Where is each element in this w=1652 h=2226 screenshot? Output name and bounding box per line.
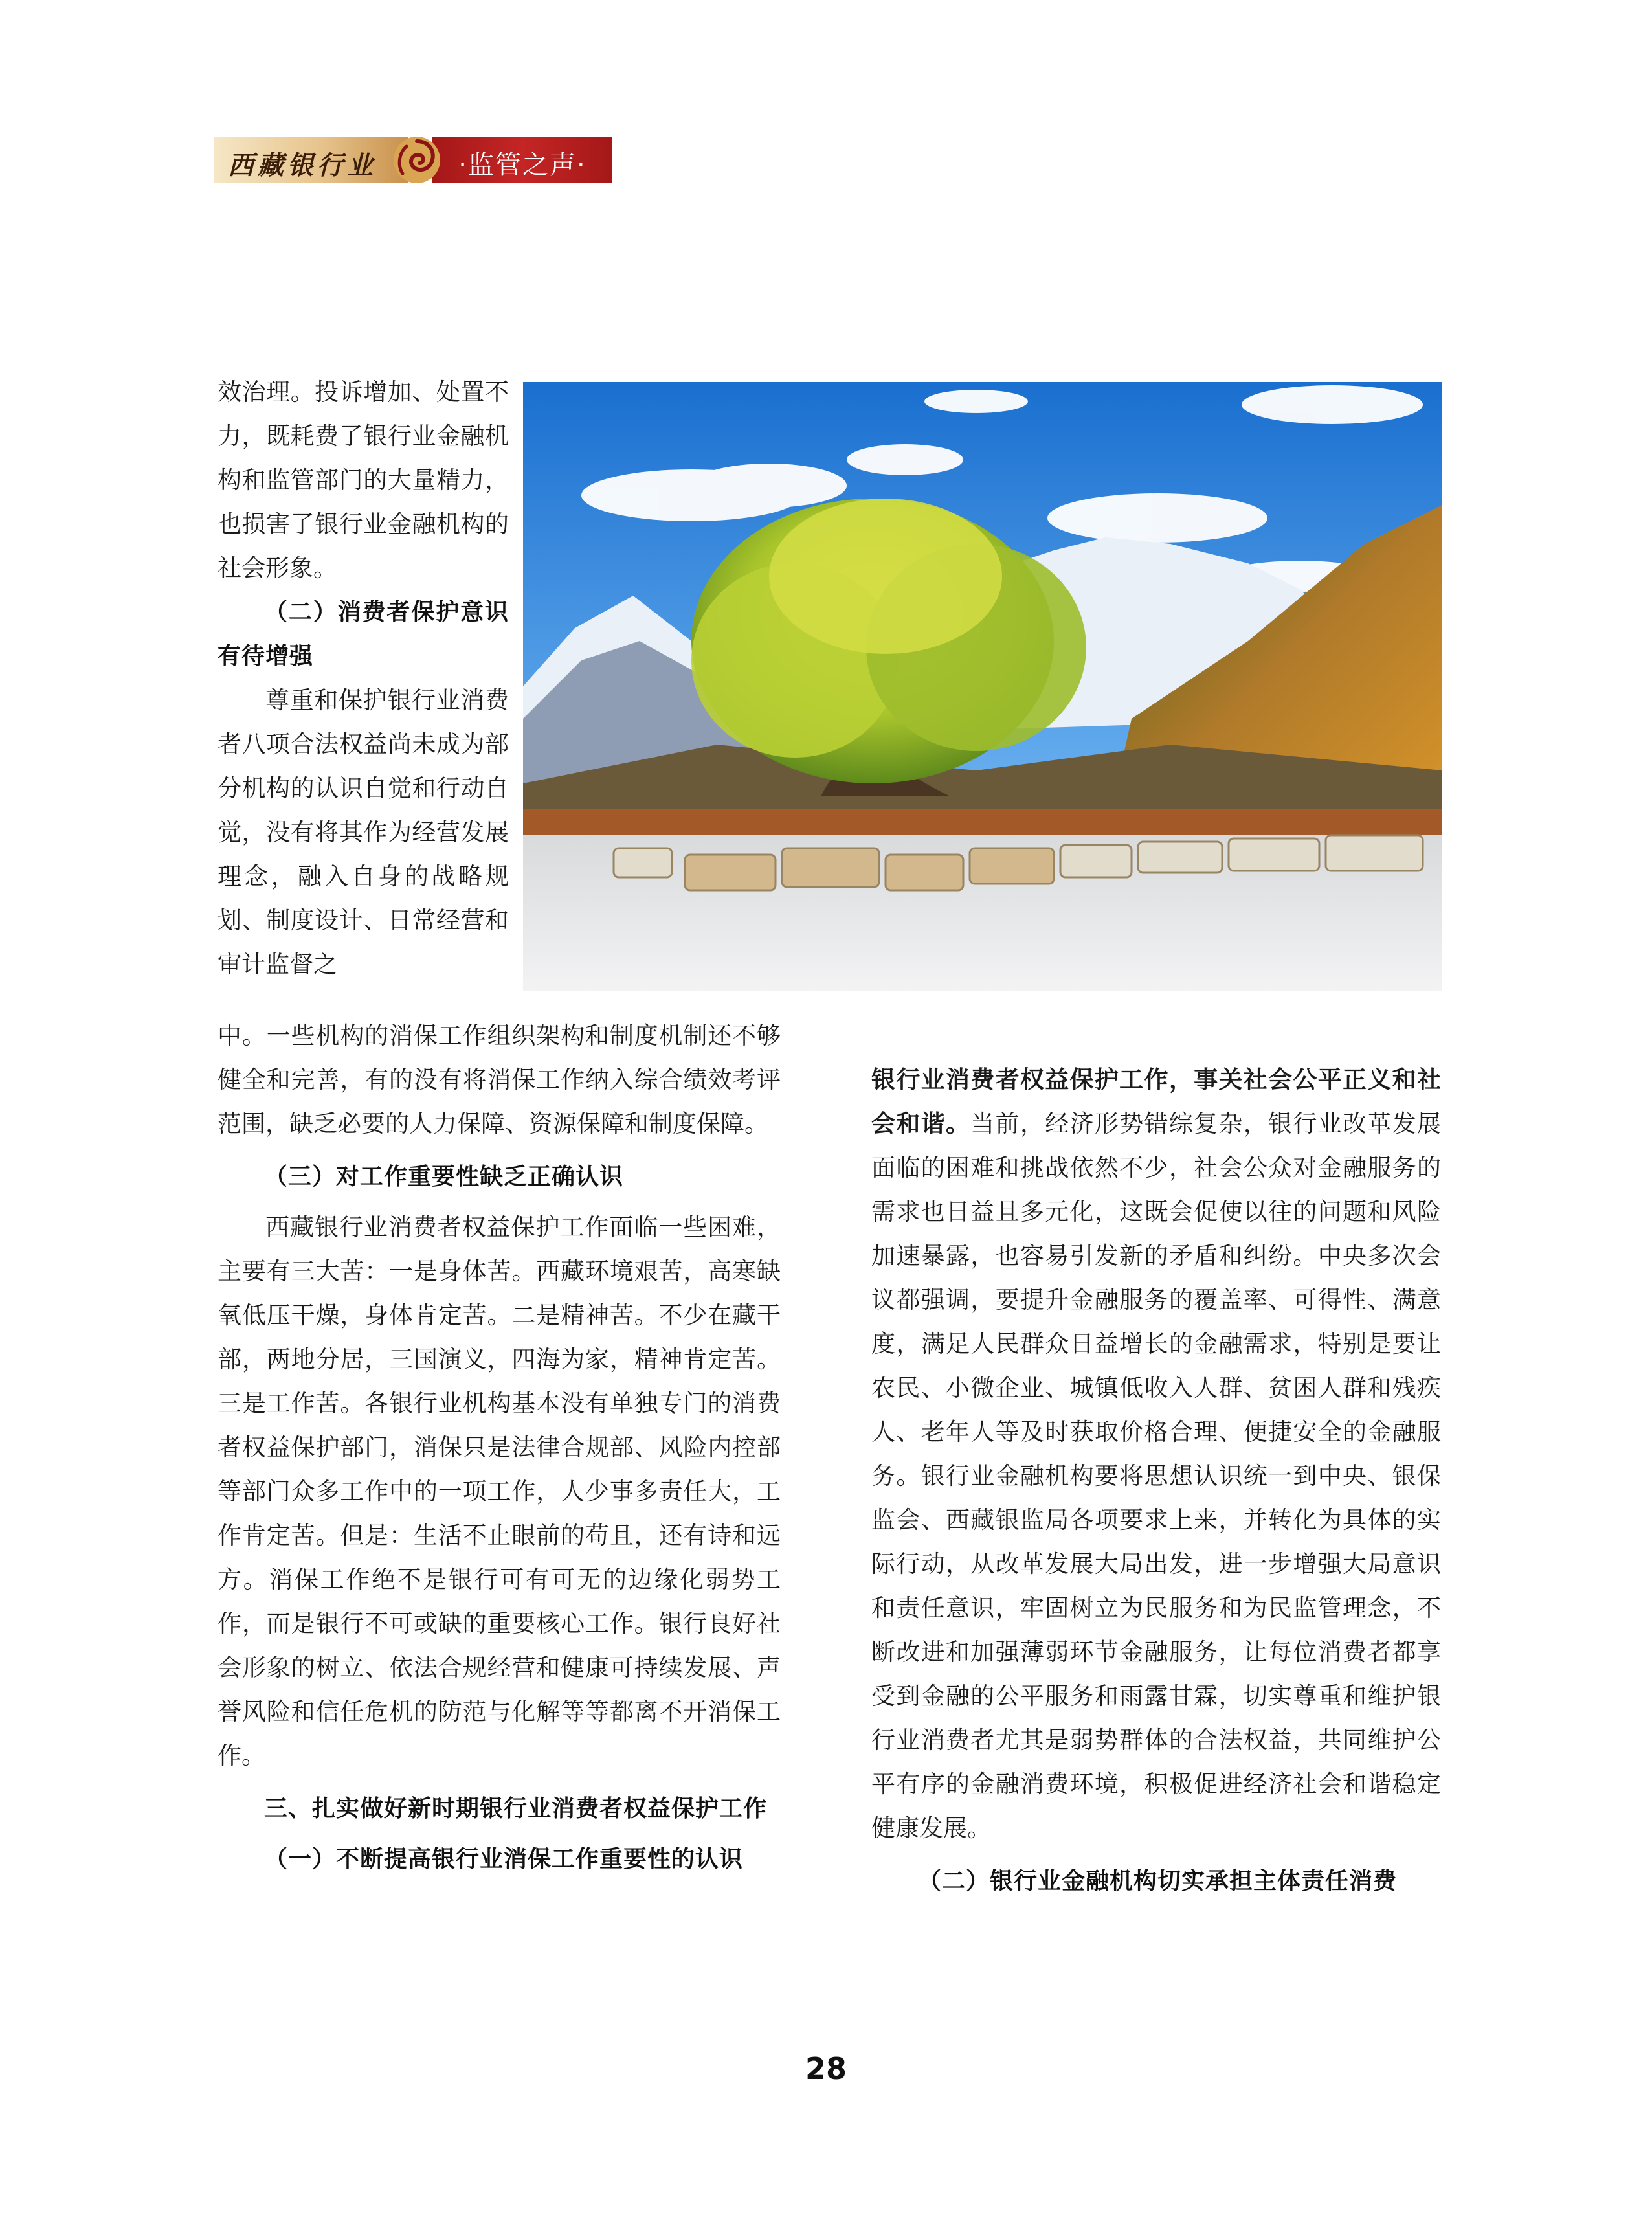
section-label-box [432,137,612,183]
paragraph-social-fairness-bold: 银行业消费者权益保护工作，事关社会公平正义和社会和谐。 [871,1066,1441,1138]
publication-name: 西藏银行业 [228,150,377,181]
paragraph-complaints: 效治理。投诉增加、处置不力，既耗费了银行业金融机构和监管部门的大量精力，也损害了银行业金融机构的社会形象。 [218,378,509,582]
paragraph-rights-respect-continued: 中。一些机构的消保工作组织架构和制度机制还不够健全和完善，有的没有将消保工作纳入综合绩效考评范围，缺乏必要的人力保障、资源保障和制度保障。 [218,1022,781,1138]
landscape-photo [523,382,1442,991]
section-name: ·监管之声· [458,150,586,180]
heading-raise-awareness: （一）不断提高银行业消保工作重要性的认识 [264,1846,744,1872]
page-number: 28 [805,2051,847,2086]
publication-label-box [214,137,408,183]
right-text-column [871,1058,1441,1904]
left-text-column [218,1014,781,1882]
heading-consumer-awareness: （二）消费者保护意识有待增强 [218,599,509,669]
paragraph-social-fairness-body: 当前，经济形势错综复杂，银行业改革发展面临的困难和挑战依然不少，社会公众对金融服务的需求也日益且多元化，这既会促使以往的问题和风险加速暴露，也容易引发新的矛盾和纠纷。中央多次会议都强调，要提升金融服务的覆盖率、可得性、满意度，满足人民群众日益增长的金融需求，特别是要让农民、小微企业、城镇低收入人群、贫困人群和残疾人、老年人等及时获取价格合理、便捷安全的金融服务。银行业金融机构要将思想认识统一到中央、银保监会、西藏银监局各项要求上来，并转化为具体的实际行动，从改革发展大局出发，进一步增强大局意识和责任意识，牢固树立为民服务和为民监管理念，不断改进和加强薄弱环节金融服务，让每位消费者都享受到金融的公平服务和雨露甘霖，切实尊重和维护银行业消费者尤其是弱势群体的合法权益，共同维护公平有序的金融消费环境，积极促进经济社会和谐稳定健康发展。 [871,1110,1442,1842]
heading-institution-responsibility: （二）银行业金融机构切实承担主体责任消费 [918,1868,1398,1894]
header-banner [214,137,612,183]
heading-work-importance: （三）对工作重要性缺乏正确认识 [264,1164,624,1190]
paragraph-social-fairness [871,1058,1441,1850]
narrow-text-column [218,370,509,987]
paragraph-three-hardships: 西藏银行业消费者权益保护工作面临一些困难，主要有三大苦：一是身体苦。西藏环境艰苦，高寒缺氧低压干燥，身体肯定苦。二是精神苦。不少在藏干部，两地分居，三国演义，四海为家，精神肯定苦。三是工作苦。各银行业机构基本没有单独专门的消费者权益保护部门，消保只是法律合规部、风险内控部等部门众多工作中的一项工作，人少事多责任大，工作肯定苦。但是：生活不止眼前的苟且，还有诗和远方。消保工作绝不是银行可有可无的边缘化弱势工作，而是银行不可或缺的重要核心工作。银行良好社会形象的树立、依法合规经营和健康可持续发展、声誉风险和信任危机的防范与化解等等都离不开消保工作。 [218,1213,781,1770]
swirl-ornament-icon [390,133,444,186]
paragraph-rights-respect: 尊重和保护银行业消费者八项合法权益尚未成为部分机构的认识自觉和行动自觉，没有将其作为经营发展理念，融入自身的战略规划、制度设计、日常经营和审计监督之 [218,686,509,978]
heading-section-three: 三、扎实做好新时期银行业消费者权益保护工作 [264,1795,768,1822]
